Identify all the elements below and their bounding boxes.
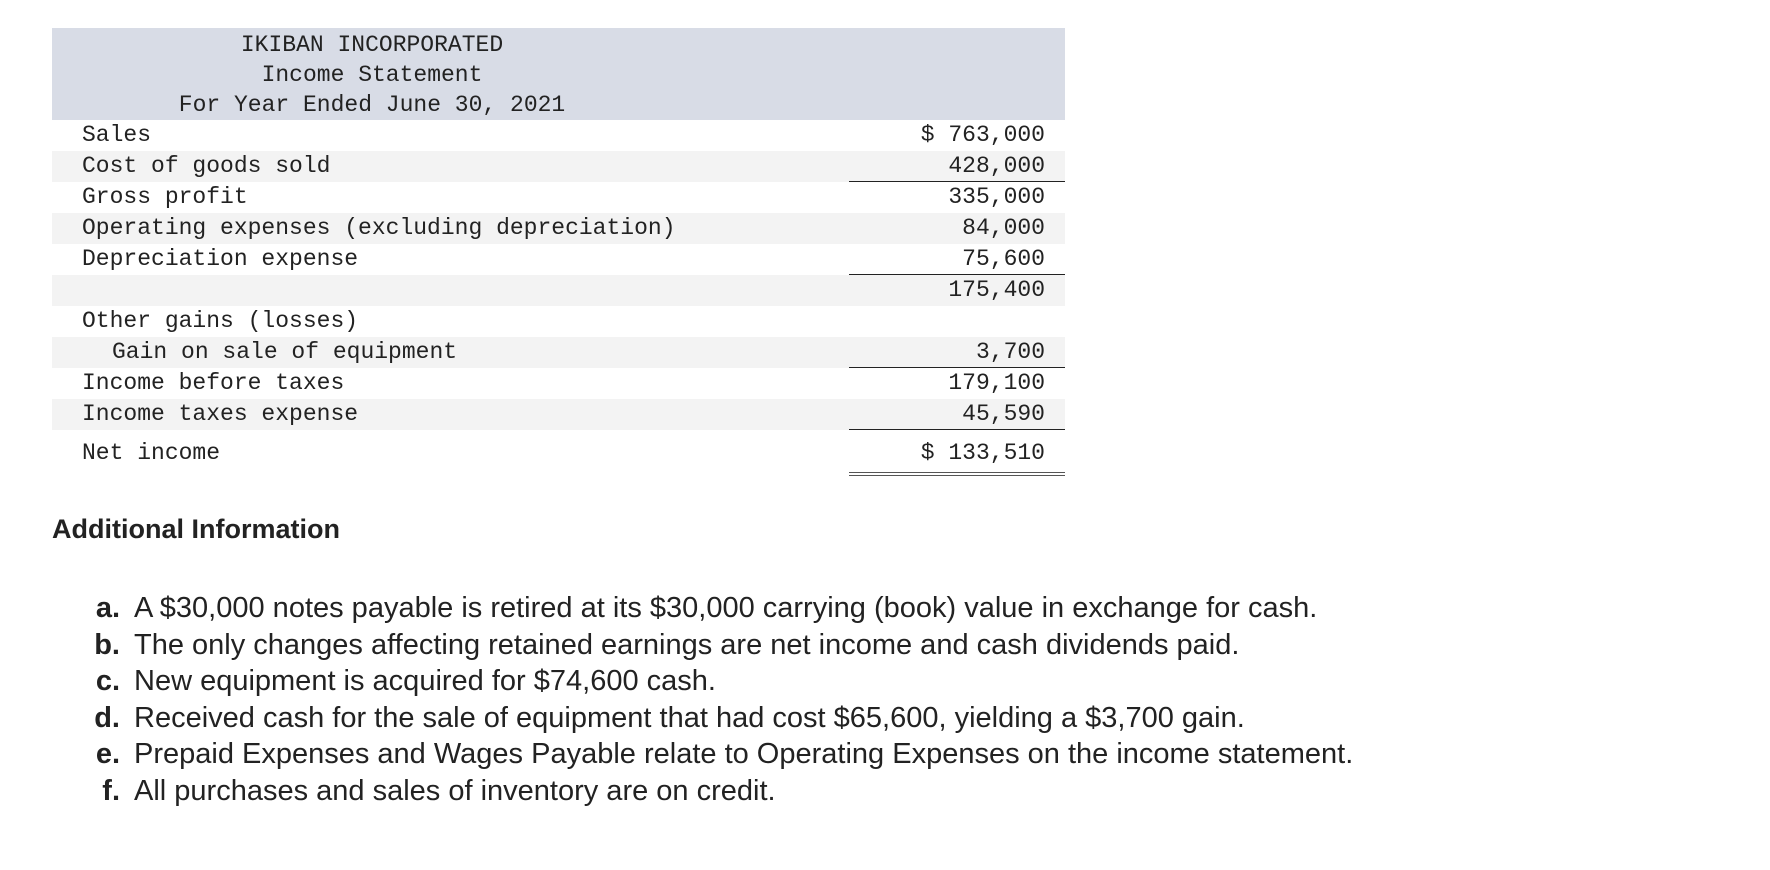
row-label: Depreciation expense — [82, 246, 359, 272]
row-gain-on-sale — [52, 337, 1065, 368]
note-item — [52, 627, 1752, 664]
note-letter: d. — [94, 701, 120, 734]
statement-title: Income Statement — [261, 62, 483, 88]
note-letter: f. — [102, 774, 120, 807]
row-operating-income — [52, 275, 1065, 306]
additional-information-heading: Additional Information — [52, 514, 340, 544]
note-text: Received cash for the sale of equipment that had cost $65,600, yielding a $3,700 gain. — [134, 701, 1245, 734]
row-amount: 75,600 — [962, 246, 1045, 272]
row-amount: 3,700 — [975, 339, 1045, 365]
row-label: Income taxes expense — [82, 401, 359, 427]
note-text: Prepaid Expenses and Wages Payable relate to Operating Expenses on the income statement. — [134, 738, 1354, 770]
note-item — [52, 663, 1752, 700]
row-income-before-taxes — [52, 368, 1065, 399]
row-amount: 428,000 — [948, 153, 1045, 179]
note-item — [52, 773, 1752, 810]
row-operating-expenses — [52, 213, 1065, 244]
note-letter: c. — [95, 665, 120, 697]
row-amount: 179,100 — [948, 370, 1045, 396]
row-net-income — [52, 430, 1065, 476]
row-label: Operating expenses (excluding depreciation) — [82, 215, 676, 241]
additional-notes-list — [52, 590, 1752, 809]
note-letter: a. — [95, 592, 120, 624]
row-label: Cost of goods sold — [82, 153, 331, 179]
statement-period: For Year Ended June 30, 2021 — [178, 92, 566, 118]
row-amount: 84,000 — [962, 215, 1045, 241]
statement-header — [52, 28, 1065, 120]
note-letter: e. — [95, 738, 120, 770]
note-text: The only changes affecting retained earnings are net income and cash dividends paid. — [134, 628, 1240, 661]
company-name: IKIBAN INCORPORATED — [240, 32, 504, 58]
income-statement-table — [52, 28, 1065, 476]
row-cost-of-goods-sold — [52, 151, 1065, 182]
row-label: Other gains (losses) — [82, 308, 359, 334]
row-other-gains-losses — [52, 306, 1065, 337]
note-text: All purchases and sales of inventory are on credit. — [134, 774, 776, 807]
row-income-taxes-expense — [52, 399, 1065, 430]
row-amount: 335,000 — [948, 184, 1045, 210]
row-label: Gain on sale of equipment — [112, 339, 458, 365]
row-depreciation-expense — [52, 244, 1065, 275]
row-label: Income before taxes — [82, 370, 345, 396]
note-letter: b. — [94, 628, 120, 661]
note-item — [52, 700, 1752, 737]
row-amount: 175,400 — [948, 277, 1045, 303]
row-amount: $ 133,510 — [920, 440, 1045, 466]
row-amount: $ 763,000 — [920, 122, 1045, 148]
note-text: New equipment is acquired for $74,600 cash. — [134, 665, 716, 697]
row-label: Sales — [82, 122, 152, 148]
row-label: Gross profit — [82, 184, 248, 210]
row-sales — [52, 120, 1065, 151]
row-label: Net income — [82, 440, 221, 466]
note-text: A $30,000 notes payable is retired at its $30,000 carrying (book) value in exchange for cash. — [134, 592, 1318, 624]
row-amount: 45,590 — [962, 401, 1045, 427]
note-item — [52, 736, 1752, 773]
row-gross-profit — [52, 182, 1065, 213]
note-item — [52, 590, 1752, 627]
